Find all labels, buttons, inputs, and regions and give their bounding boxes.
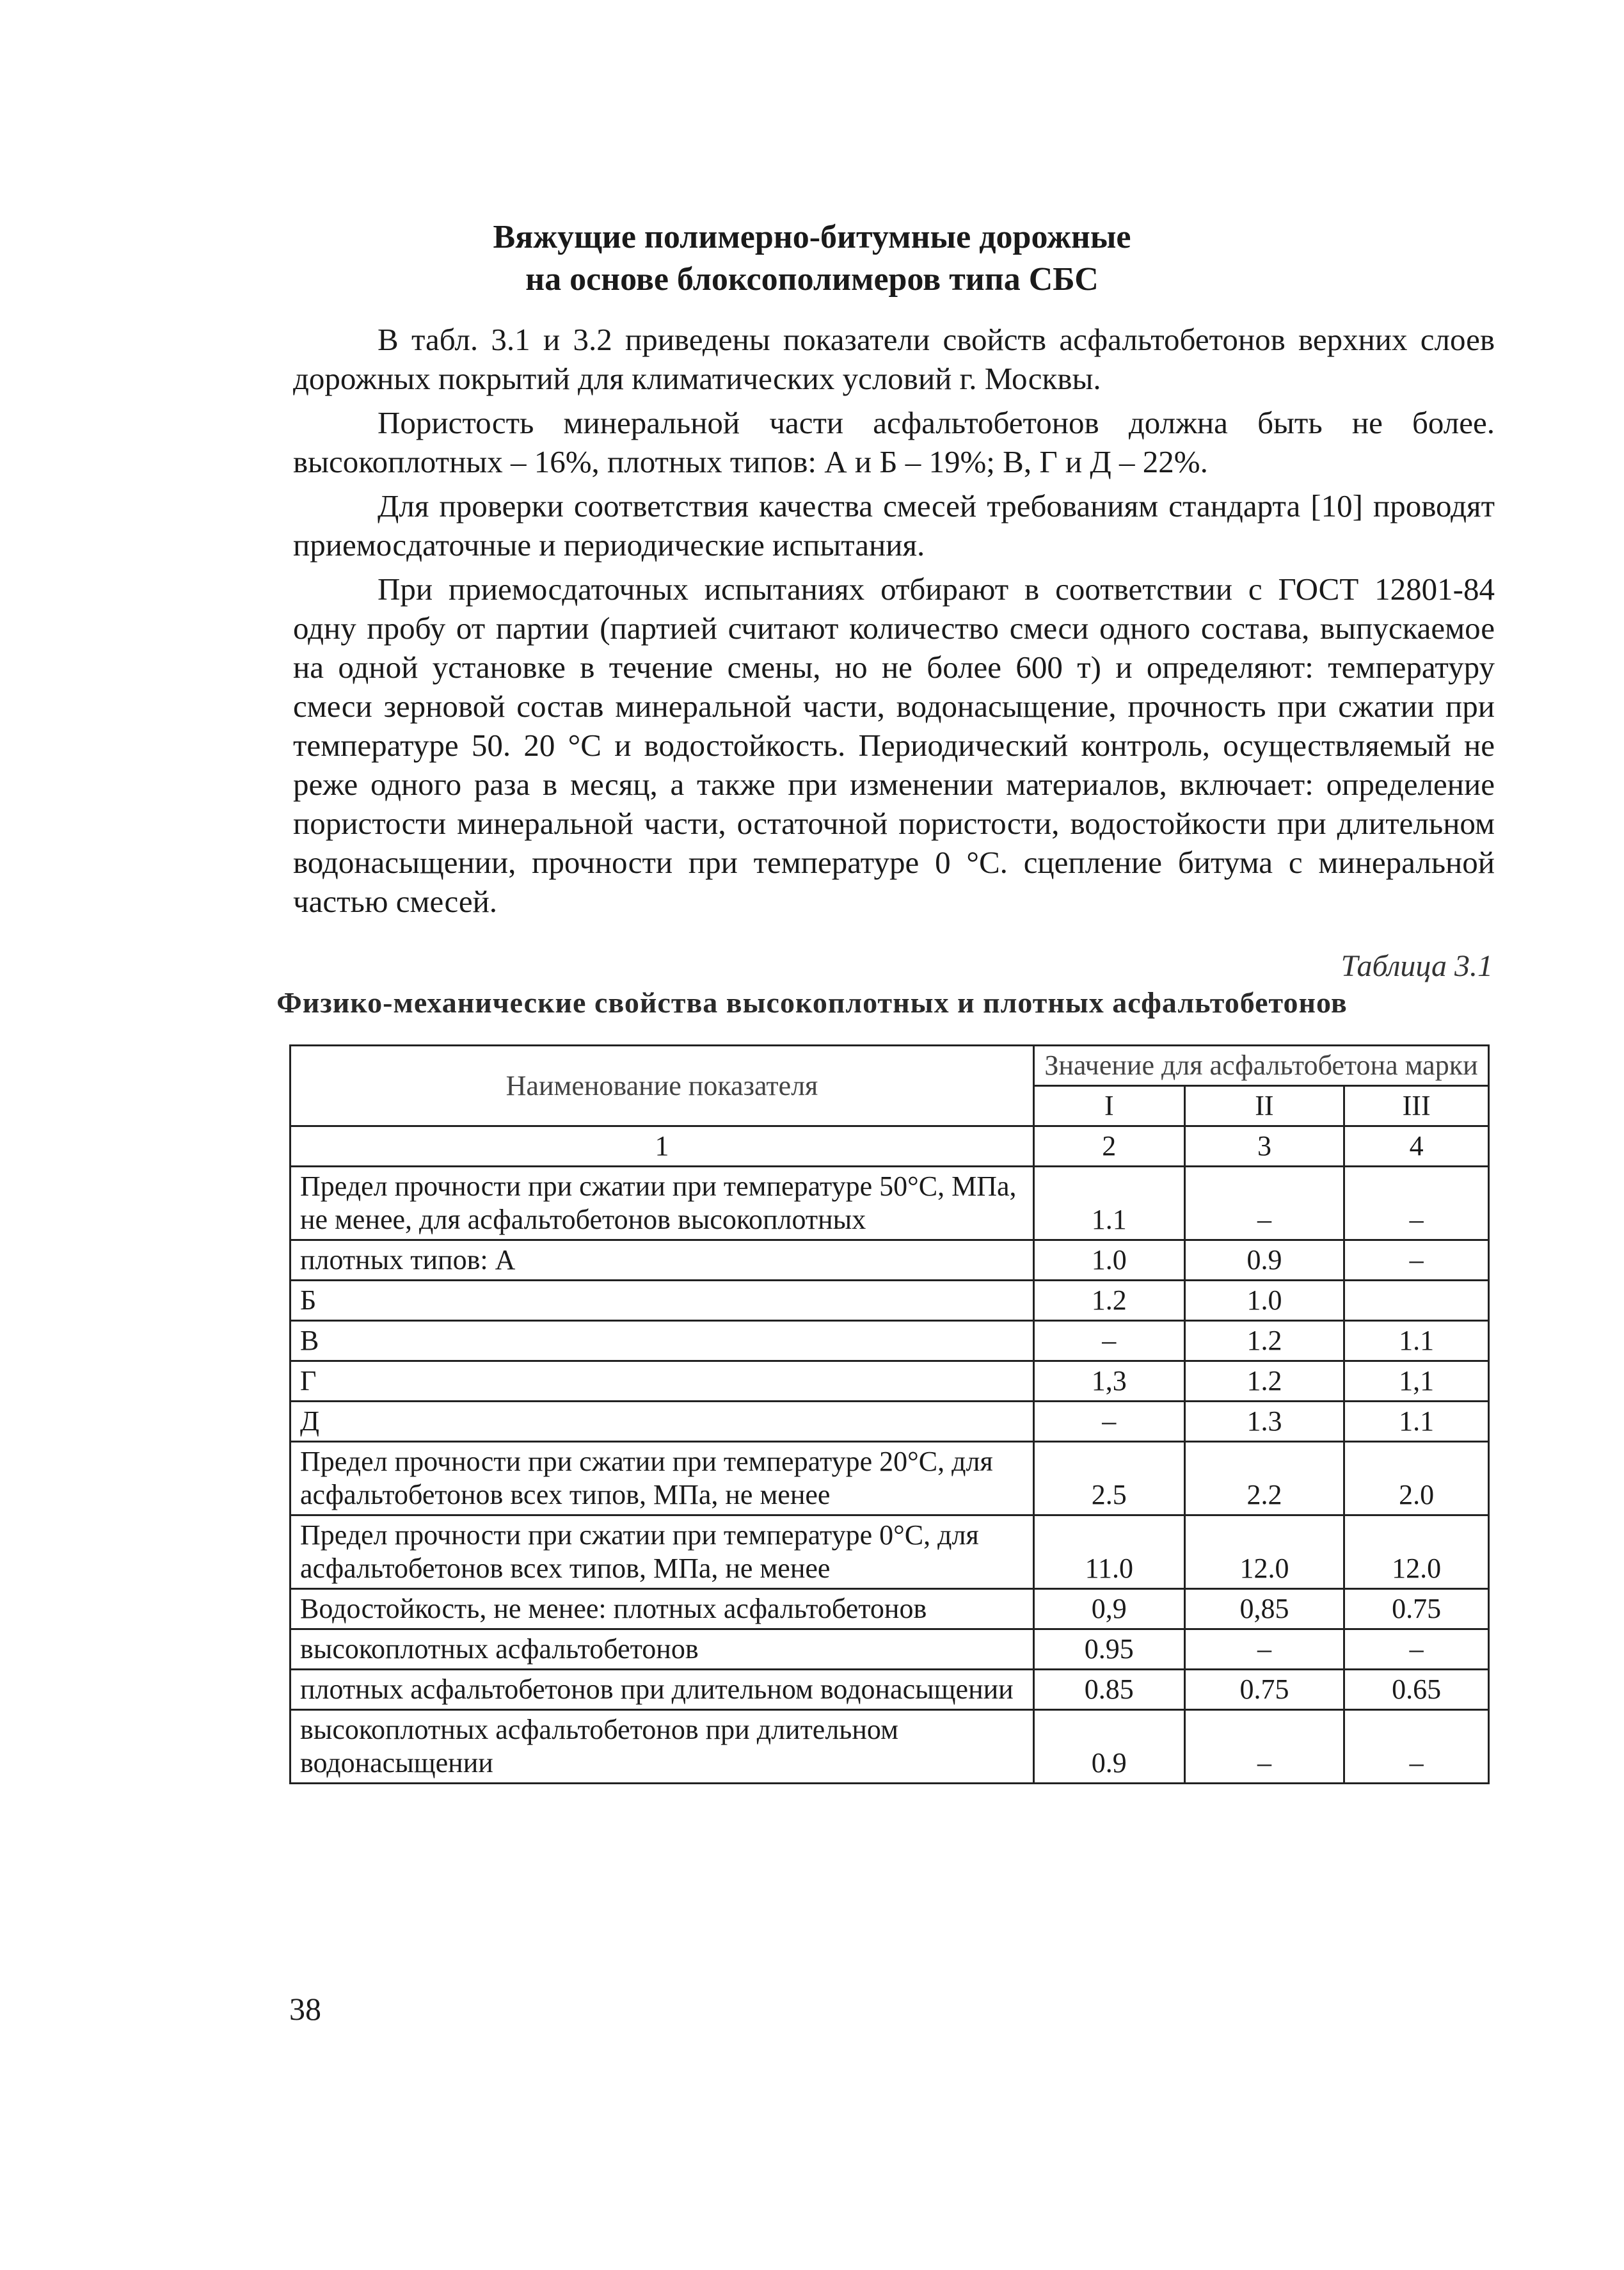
value-cell: 12.0 bbox=[1344, 1515, 1489, 1589]
table-row bbox=[291, 1361, 1489, 1402]
value-cell: 1.2 bbox=[1184, 1321, 1344, 1361]
header-value-group: Значение для асфальтобетона марки bbox=[1033, 1046, 1488, 1086]
value-cell: 1,1 bbox=[1344, 1361, 1489, 1402]
value-cell: 2.5 bbox=[1033, 1442, 1184, 1515]
row-label: плотных асфальтобетонов при длительном водонасыщении bbox=[291, 1670, 1034, 1710]
value-cell: – bbox=[1033, 1321, 1184, 1361]
value-cell: 11.0 bbox=[1033, 1515, 1184, 1589]
column-number: 2 bbox=[1033, 1126, 1184, 1167]
row-label: Предел прочности при сжатии при температуре 0°С, для асфальтобетонов всех типов, МПа, не менее bbox=[291, 1515, 1034, 1589]
row-label: высокоплотных асфальтобетонов bbox=[291, 1629, 1034, 1670]
value-cell: – bbox=[1344, 1167, 1489, 1240]
table-row bbox=[291, 1670, 1489, 1710]
row-label: Предел прочности при сжатии при температуре 50°С, МПа, не менее, для асфальтобетонов высокоплотных bbox=[291, 1167, 1034, 1240]
value-cell: – bbox=[1344, 1240, 1489, 1281]
row-label: Г bbox=[291, 1361, 1034, 1402]
paragraph: При приемосдаточных испытаниях отбирают в соответствии с ГОСТ 12801-84 одну пробу от партии (партией считают количество смеси одного состава, выпускаемое на одной установке в течение смены, но не более 600 т) и определяют: температуру смеси зерновой состав минеральной части, водонасыщение, прочность при сжатии при температуре 50. 20 °С и водостойкость. Периодический контроль, осуществляемый не реже одного раза в месяц, а также при изменении материалов, включает: определение пористости минеральной части, остаточной пористости, водостойкости при длительном водонасыщении, прочности при температуре 0 °С. сцепление битума с минеральной частью смесей. bbox=[293, 571, 1495, 919]
value-cell bbox=[1344, 1281, 1489, 1321]
properties-table bbox=[289, 1044, 1490, 1784]
paragraph: Для проверки соответствия качества смесей требованиям стандарта [10] проводят приемосдаточные и периодические испытания. bbox=[293, 488, 1495, 563]
row-label: В bbox=[291, 1321, 1034, 1361]
paragraph: В табл. 3.1 и 3.2 приведены показатели свойств асфальтобетонов верхних слоев дорожных покрытий для климатических условий г. Москвы. bbox=[293, 322, 1495, 396]
table-row bbox=[291, 1167, 1489, 1240]
table-row bbox=[291, 1240, 1489, 1281]
paragraph: Пористость минеральной части асфальтобетонов должна быть не более. высокоплотных – 16%, плотных типов: А и Б – 19%; В, Г и Д – 22%. bbox=[293, 405, 1495, 479]
table-title: Физико-механические свойства высокоплотных и плотных асфальтобетонов bbox=[276, 986, 1348, 1019]
header-name-column: Наименование показателя bbox=[291, 1046, 1034, 1126]
column-number: 1 bbox=[291, 1126, 1034, 1167]
value-cell: – bbox=[1184, 1629, 1344, 1670]
column-number: 4 bbox=[1344, 1126, 1489, 1167]
value-cell: 0.85 bbox=[1033, 1670, 1184, 1710]
value-cell: 1.1 bbox=[1344, 1321, 1489, 1361]
value-cell: 1.2 bbox=[1184, 1361, 1344, 1402]
value-cell: 0,85 bbox=[1184, 1589, 1344, 1629]
table-row bbox=[291, 1515, 1489, 1589]
page-number: 38 bbox=[289, 1991, 321, 2027]
column-number: 3 bbox=[1184, 1126, 1344, 1167]
value-cell: 1.2 bbox=[1033, 1281, 1184, 1321]
row-label: Водостойкость, не менее: плотных асфальтобетонов bbox=[291, 1589, 1034, 1629]
table-row bbox=[291, 1402, 1489, 1442]
table-row bbox=[291, 1629, 1489, 1670]
row-label: плотных типов: А bbox=[291, 1240, 1034, 1281]
heading-line-2: на основе блоксополимеров типа СБС bbox=[525, 261, 1099, 298]
heading-line-1: Вяжущие полимерно-битумные дорожные bbox=[493, 219, 1131, 255]
value-cell: 1.1 bbox=[1033, 1167, 1184, 1240]
value-cell: 1.0 bbox=[1184, 1281, 1344, 1321]
header-mark-3: III bbox=[1344, 1086, 1489, 1126]
value-cell: – bbox=[1184, 1167, 1344, 1240]
value-cell: 0.9 bbox=[1033, 1710, 1184, 1784]
row-label: Б bbox=[291, 1281, 1034, 1321]
value-cell: – bbox=[1184, 1710, 1344, 1784]
table-row bbox=[291, 1281, 1489, 1321]
value-cell: 1,3 bbox=[1033, 1361, 1184, 1402]
row-label: высокоплотных асфальтобетонов при длительном водонасыщении bbox=[291, 1710, 1034, 1784]
value-cell: 0.75 bbox=[1344, 1589, 1489, 1629]
value-cell: 1.3 bbox=[1184, 1402, 1344, 1442]
value-cell: 1.0 bbox=[1033, 1240, 1184, 1281]
table-row bbox=[291, 1442, 1489, 1515]
value-cell: 0.95 bbox=[1033, 1629, 1184, 1670]
value-cell: 12.0 bbox=[1184, 1515, 1344, 1589]
section-heading bbox=[0, 216, 1624, 301]
value-cell: – bbox=[1344, 1629, 1489, 1670]
table-caption: Таблица 3.1 bbox=[1341, 949, 1493, 983]
row-label: Д bbox=[291, 1402, 1034, 1442]
header-mark-2: II bbox=[1184, 1086, 1344, 1126]
value-cell: 1.1 bbox=[1344, 1402, 1489, 1442]
value-cell: – bbox=[1344, 1710, 1489, 1784]
table-row bbox=[291, 1710, 1489, 1784]
table-row bbox=[291, 1589, 1489, 1629]
row-label: Предел прочности при сжатии при температуре 20°С, для асфальтобетонов всех типов, МПа, не менее bbox=[291, 1442, 1034, 1515]
header-mark-1: I bbox=[1033, 1086, 1184, 1126]
table-row bbox=[291, 1321, 1489, 1361]
value-cell: 0,9 bbox=[1033, 1589, 1184, 1629]
value-cell: 2.0 bbox=[1344, 1442, 1489, 1515]
value-cell: 0.75 bbox=[1184, 1670, 1344, 1710]
value-cell: 0.65 bbox=[1344, 1670, 1489, 1710]
value-cell: 2.2 bbox=[1184, 1442, 1344, 1515]
value-cell: – bbox=[1033, 1402, 1184, 1442]
value-cell: 0.9 bbox=[1184, 1240, 1344, 1281]
